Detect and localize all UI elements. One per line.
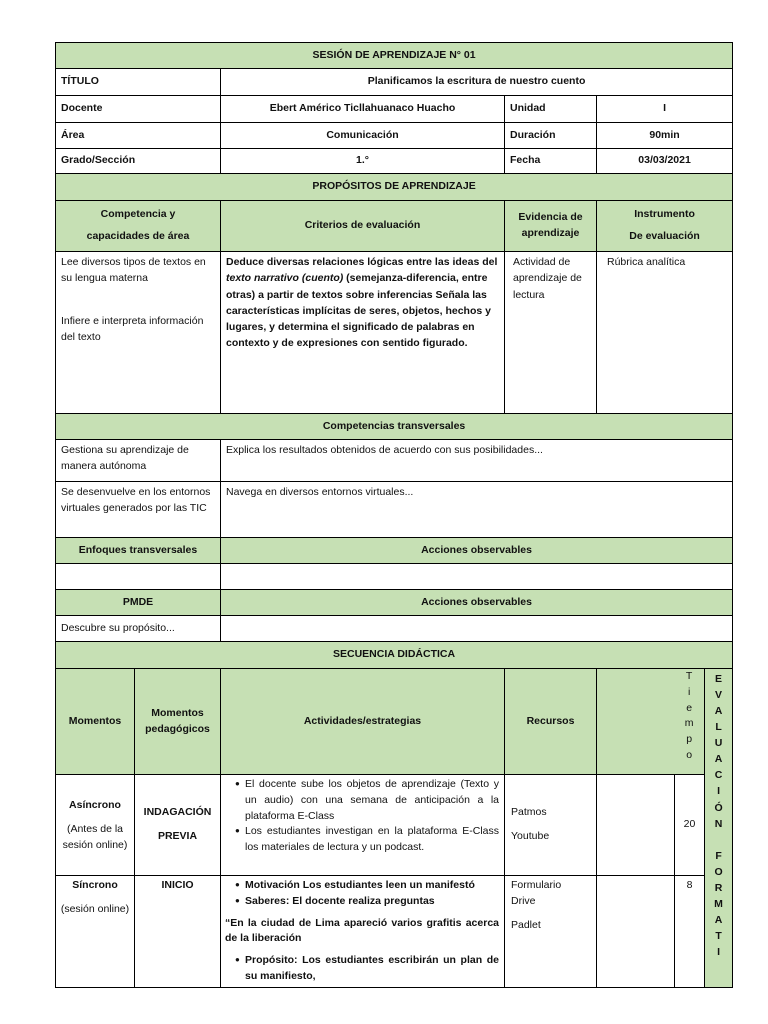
col-evaluacion-header [705,669,733,988]
recurso-padlet: Padlet [511,918,541,931]
evaluacion-letter: T [715,930,722,942]
sincrono-activity-3: ● Propósito: Los estudiantes escribirán un plan de su manifiesto, [245,953,499,985]
transversal-detalle-1: Explica los resultados obtenidos de acuerdo con sus posibilidades... [221,440,733,482]
evaluacion-letter: O [714,865,723,878]
recurso-formulario: Formulario [511,879,562,891]
sincrono-activity-2: ● Saberes: El docente realiza preguntas [245,894,499,910]
recurso-patmos: Patmos [511,806,547,819]
enfoques-empty-cell [56,564,221,590]
transversales-title: Competencias transversales [56,414,733,440]
pmde-value: Descubre su propósito... [56,616,221,642]
tiempo-letter: T [685,670,693,682]
duracion-label: Duración [505,123,597,149]
fecha-label: Fecha [505,149,597,174]
col-tiempo-header [597,669,705,775]
enfoques-acciones-header: Acciones observables [221,538,733,564]
evaluacion-letter: C [714,769,723,782]
evaluacion-letter: A [714,705,723,718]
transversal-competencia-2: Se desenvuelve en los entornos virtuales generados por las TIC [56,482,221,538]
transversal-detalle-2: Navega en diversos entornos virtuales... [221,482,733,538]
evaluacion-letter: L [715,721,722,734]
asincrono-momento-cell [56,775,135,876]
pmde-header: PMDE [56,590,221,616]
asincrono-pedagogico-cell [135,775,221,876]
col-competencia-header [56,201,221,252]
col-momentos-header: Momentos [56,669,135,775]
enfoques-acciones-empty-cell [221,564,733,590]
instrumento-cell: Rúbrica analítica [597,252,733,414]
indagacion-label: INDAGACIÓN [143,806,212,819]
sincrono-tiempo-cell: 8 [675,876,705,988]
sincrono-quote: “En la ciudad de Lima apareció varios grafitis acerca de la liberación [225,916,499,945]
session-table [55,42,733,988]
evaluacion-letter: F [715,849,722,862]
duracion-value: 90min [597,123,733,149]
asincrono-actividades-cell [221,775,505,876]
competencia-cell [56,252,221,414]
tiempo-letter: i [687,685,691,698]
evaluacion-letter: U [714,737,723,750]
col-competencia-line-1: Competencia y [100,208,176,221]
col-instrumento-line-2: De evaluación [629,230,700,242]
capacidad-text: Infiere e interpreta información del texto [61,314,204,343]
col-evidencia-header: Evidencia de aprendizaje [505,201,597,252]
tiempo-letter: m [684,717,694,730]
evaluacion-letter: R [714,881,723,894]
evaluacion-letter: N [714,817,723,830]
col-competencia-line-2: capacidades de área [86,230,190,242]
tiempo-letter: p [686,733,693,745]
asincrono-label: Asíncrono [69,798,121,811]
titulo-label: TÍTULO [56,69,221,96]
session-title: SESIÓN DE APRENDIZAJE N° 01 [56,43,733,69]
criterio-text-1: Deduce diversas relaciones lógicas entre las ideas del [226,256,498,268]
fecha-value: 03/03/2021 [597,149,733,174]
evaluacion-letter: E [715,673,723,685]
recurso-youtube: Youtube [511,830,550,842]
sincrono-activity-list-2 [235,953,499,985]
criterio-text-italic: texto narrativo (cuento) [226,272,344,285]
tiempo-letters [674,669,704,764]
sincrono-spacer-cell [597,876,675,988]
asincrono-sub: (Antes de la sesión online) [62,822,128,852]
tiempo-letter: e [686,701,693,714]
evaluacion-letters [705,671,732,960]
asincrono-activity-1: ● El docente sube los objetos de aprendizaje (Texto y un audio) con una semana de anticipación a la plataforma E-Class [245,777,499,824]
evaluacion-letter: A [714,913,723,926]
tiempo-letter: o [686,748,693,761]
evidencia-cell: Actividad de aprendizaje de lectura [505,252,597,414]
evaluacion-letter: V [715,689,723,702]
area-value: Comunicación [221,123,505,149]
evaluacion-letter: I [717,946,720,959]
sincrono-sub: (sesión online) [60,902,130,915]
enfoques-header: Enfoques transversales [56,538,221,564]
pmde-acciones-header: Acciones observables [221,590,733,616]
sincrono-activity-1: ● Motivación Los estudiantes leen un manifestó [245,878,499,894]
asincrono-spacer-cell [597,775,675,876]
col-pedagogicos-header: Momentos pedagógicos [135,669,221,775]
criterio-text-2: (semejanza-diferencia, entre otras) a partir de textos sobre inferencias Señala las características implícitas de seres, objetos, hechos y lugares, y determina el significado de palabras en contexto y de expresiones con sentido figurado. [226,272,491,350]
evaluacion-letter: M [714,897,723,910]
col-criterios-header: Criterios de evaluación [221,201,505,252]
asincrono-recursos-cell [505,775,597,876]
col-instrumento-header [597,201,733,252]
transversal-competencia-1: Gestiona su aprendizaje de manera autónoma [56,440,221,482]
session-document [55,42,732,988]
previa-label: PREVIA [157,830,198,842]
area-label: Área [56,123,221,149]
col-actividades-header: Actividades/estrategias [221,669,505,775]
unidad-value: I [597,96,733,123]
asincrono-activity-2: ● Los estudiantes investigan en la plataforma E-Class los materiales de lectura y un podcast. [245,824,499,856]
sincrono-recursos-cell [505,876,597,988]
secuencia-title: SECUENCIA DIDÁCTICA [56,642,733,669]
sincrono-momento-cell [56,876,135,988]
evaluacion-letter [705,832,732,848]
recurso-drive: Drive [511,894,536,907]
sincrono-label: Síncrono [72,879,118,891]
sincrono-activity-list [235,878,499,910]
docente-value: Ebert Américo Ticllahuanaco Huacho [221,96,505,123]
sincrono-pedagogico-cell: INICIO [135,876,221,988]
asincrono-tiempo-cell: 20 [675,775,705,876]
unidad-label: Unidad [505,96,597,123]
col-recursos-header: Recursos [505,669,597,775]
evaluacion-letter: I [717,785,720,798]
evaluacion-letter: A [714,753,723,766]
col-instrumento-line-1: Instrumento [634,208,695,221]
grado-value: 1.° [221,149,505,174]
docente-label: Docente [56,96,221,123]
criterio-cell [221,252,505,414]
grado-label: Grado/Sección [56,149,221,174]
evaluacion-letter: Ó [714,801,723,814]
sincrono-actividades-cell [221,876,505,988]
competencia-text: Lee diversos tipos de textos en su lengua materna [61,256,206,285]
asincrono-activity-list [235,777,499,856]
propositos-title: PROPÓSITOS DE APRENDIZAJE [56,174,733,201]
pmde-acciones-empty-cell [221,616,733,642]
titulo-value: Planificamos la escritura de nuestro cuento [221,69,733,96]
